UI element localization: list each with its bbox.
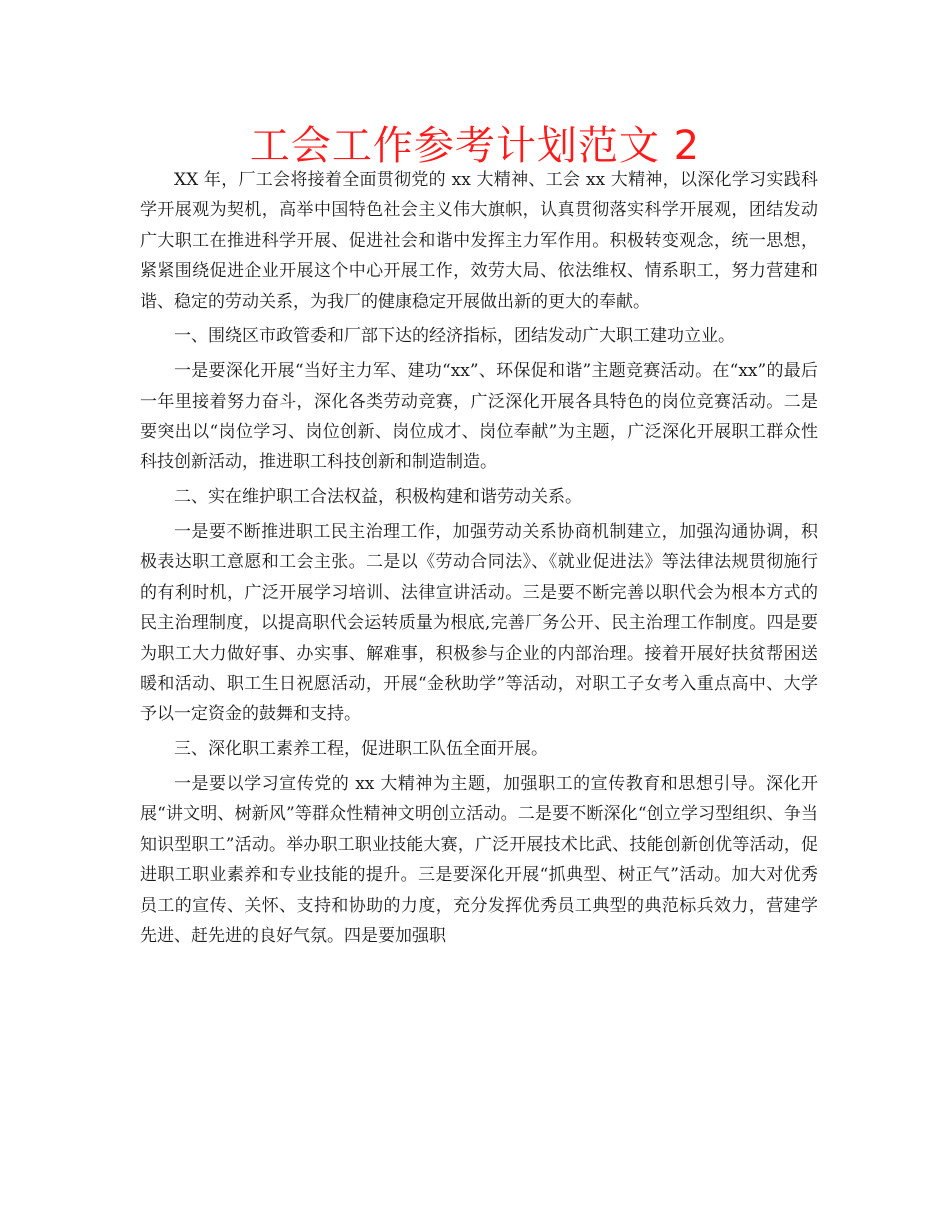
document-title: 工会工作参考计划范文 2 (249, 123, 701, 169)
section-heading-3: 三、深化职工素养工程，促进职工队伍全面开展。 (174, 739, 548, 760)
section-2-paragraph: 一是要不断推进职工民主治理工作，加强劳动关系协商机制建立，加强沟通协调，积极表达职工意愿和工会主张。二是以《劳动合同法》、《就业促进法》等法律法规贯彻施行的有利时机，广泛开展学习培训、法律宣讲活动。三是要不断完善以职代会为根本方式的民主治理制度，以提高职代会运转质量为根底,完善厂务公开、民主治理工作制度。四是要为职工大力做好事、办实事、解难事，积极参与企业的内部治理。接着开展好扶贫帮困送暖和活动、职工生日祝愿活动，开展“金秋助学”等活动，对职工子女考入重点高中、大学予以一定资金的鼓舞和支持。 (140, 522, 818, 725)
document-body (140, 165, 818, 956)
intro-paragraph: XX 年，厂工会将接着全面贯彻党的 xx 大精神、工会 xx 大精神，以深化学习实践科学开展观为契机，高举中国特色社会主义伟大旗帜，认真贯彻落实科学开展观，团结发动广大职工在推进科学开展、促进社会和谐中发挥主力军作用。积极转变观念，统一思想，紧紧围绕促进企业开展这个中心开展工作，效劳大局、依法维权、情系职工，努力营建和谐、稳定的劳动关系，为我厂的健康稳定开展做出新的更大的奉献。 (140, 170, 818, 312)
section-1-paragraph: 一是要深化开展“当好主力军、建功“xx”、环保促和谐”主题竞赛活动。在“xx”的最后一年里接着努力奋斗，深化各类劳动竞赛，广泛深化开展各具特色的岗位竞赛活动。二是要突出以“岗位学习、岗位创新、岗位成才、岗位奉献”为主题，广泛深化开展职工群众性科技创新活动，推进职工科技创新和制造制造。 (140, 361, 818, 473)
section-3-paragraph: 一是要以学习宣传党的 xx 大精神为主题，加强职工的宣传教育和思想引导。深化开展“讲文明、树新风”等群众性精神文明创立活动。二是要不断深化“创立学习型组织、争当知识型职工”活动。举办职工职业技能大赛，广泛开展技术比武、技能创新创优等活动，促进职工职业素养和专业技能的提升。三是要深化开展“抓典型、树正气”活动。加大对优秀员工的宣传、关怀、支持和协助的力度，充分发挥优秀员工典型的典范标兵效力，营建学先进、赶先进的良好气氛。四是要加强职 (140, 774, 818, 947)
section-heading-2: 二、实在维护职工合法权益，积极构建和谐劳动关系。 (174, 487, 582, 508)
section-heading-1: 一、围绕区市政管委和厂部下达的经济指标，团结发动广大职工建功立业。 (174, 326, 735, 347)
